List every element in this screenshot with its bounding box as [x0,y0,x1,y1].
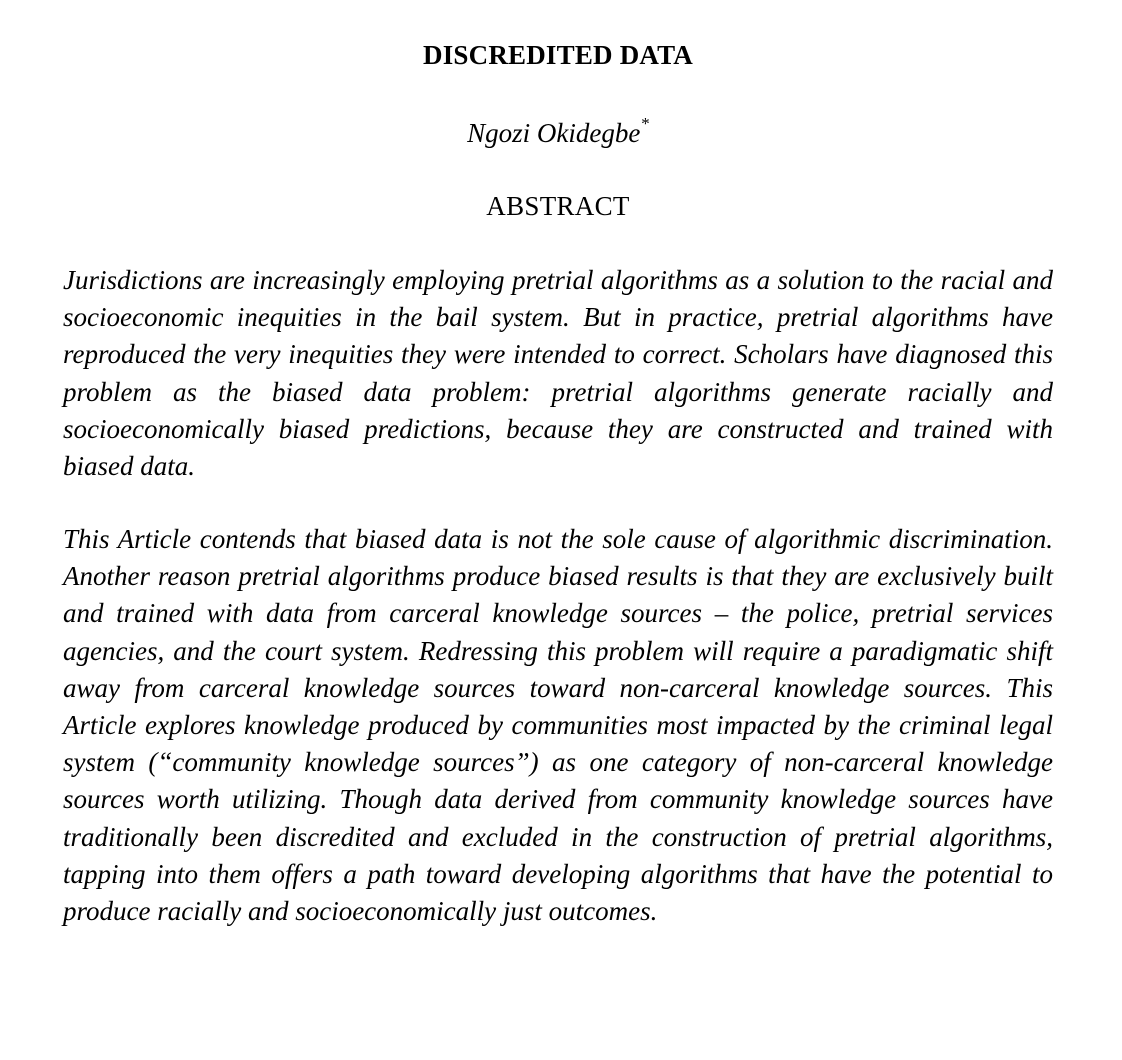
abstract-paragraph-2: This Article contends that biased data is not the sole cause of algorithmic discrimination. Another reason pretrial algorithms produce biased results is that they are exclusively built and trained with data from carceral knowledge sources – the police, pretrial services agencies, and the court system. Redressing this problem will require a paradigmatic shift away from carceral knowledge sources toward non-carceral knowledge sources. This Article explores knowledge produced by communities most impacted by the criminal legal system (“community knowledge sources”) as one category of non-carceral knowledge sources worth utilizing. Though data derived from community knowledge sources have traditionally been discredited and excluded in the construction of pretrial algorithms, tapping into them offers a path toward developing algorithms that have the potential to produce racially and socioeconomically just outcomes. [63,524,1053,927]
paper-title: DISCREDITED DATA [423,40,693,70]
abstract-heading: ABSTRACT [486,191,630,221]
author-footnote-marker: * [640,114,649,133]
author-name: Ngozi Okidegbe [467,118,641,148]
author-line [0,114,1116,152]
abstract-paragraph-1: Jurisdictions are increasingly employing pretrial algorithms as a solution to the racial and socioeconomic inequities in the bail system. But in practice, pretrial algorithms have reproduced the very inequities they were intended to correct. Scholars have diagnosed this problem as the biased data problem: pretrial algorithms generate racially and socioeconomically biased predictions, because they are constructed and trained with biased data. [63,265,1053,482]
